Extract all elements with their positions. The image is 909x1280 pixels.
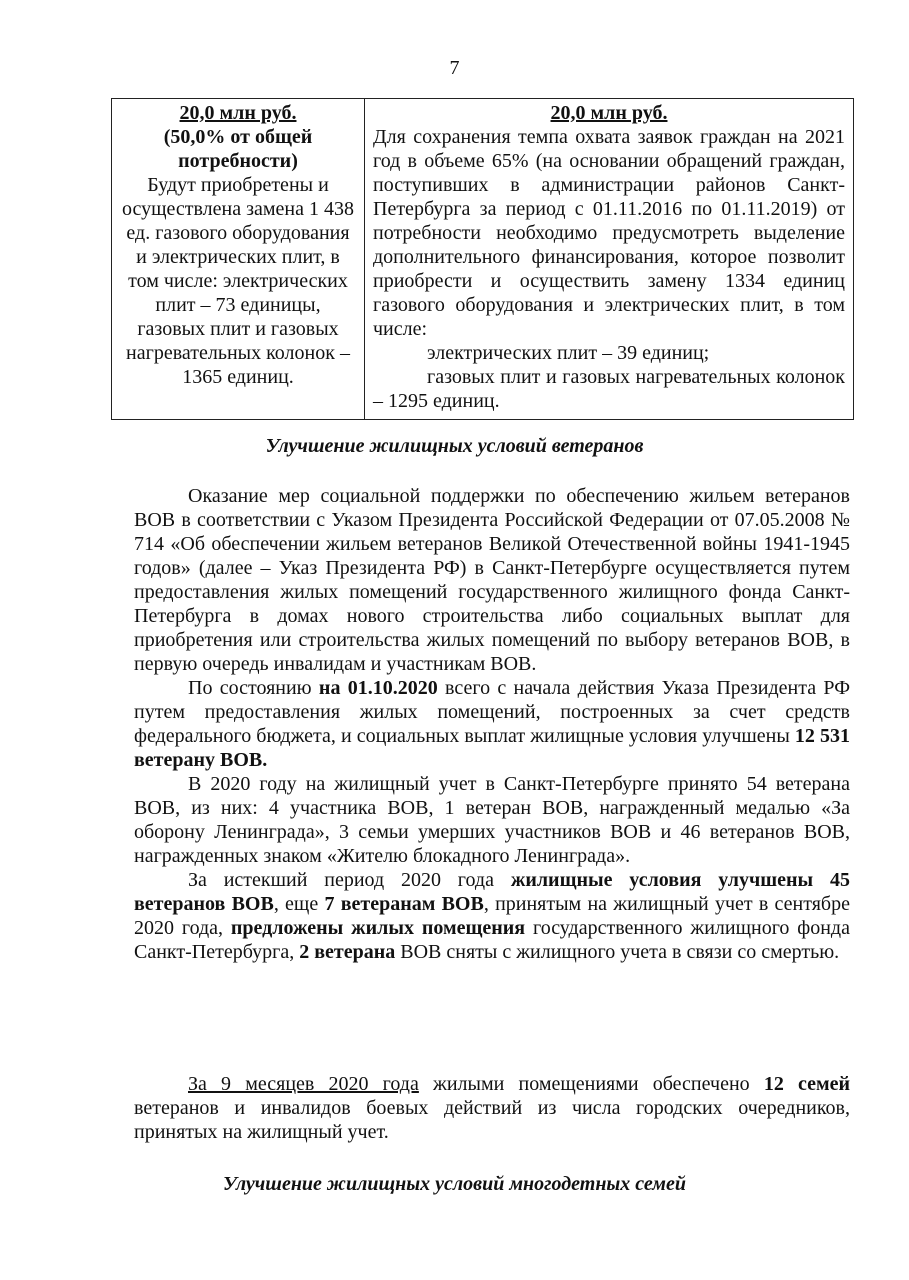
paragraph-status: По состоянию на 01.10.2020 всего с начала действия Указа Президента РФ путем предоставления жилых помещений, построенных за счет средств федерального бюджета, и социальных выплат жилищные условия улучшены 12 531 ветерану ВОВ. xyxy=(134,677,851,771)
right-amount: 20,0 млн руб. xyxy=(550,102,668,124)
paragraph-registration: В 2020 году на жилищный учет в Санкт-Петербурге принято 54 ветерана ВОВ, из них: 4 участника ВОВ, 1 ветеран ВОВ, награжденный медалью «За оборону Ленинграда», 3 семьи умерших участников ВОВ и 46 ветеранов ВОВ, награжденных знаком «Жителю блокадного Ленинграда». xyxy=(134,773,850,867)
section-title-veterans: Улучшение жилищных условий ветеранов xyxy=(265,435,644,457)
left-share: (50,0% от общей потребности) xyxy=(163,126,313,172)
paragraph-decree: Оказание мер социальной поддержки по обеспечению жильем ветеранов ВОВ в соответствии с Указом Президента Российской Федерации от 07.05.2008 № 714 «Об обеспечении жильем ветеранов Великой Отечественной войны 1941-1945 годов» (далее – Указ Президента РФ) в Санкт-Петербурге осуществляется путем предоставления жилых помещений государственного жилищного фонда Санкт-Петербурга в домах нового строительства либо социальных выплат для приобретения или строительства жилых помещений по выбору ветеранов ВОВ, в первую очередь инвалидам и участникам ВОВ. xyxy=(134,485,850,675)
section-title-large-families: Улучшение жилищных условий многодетных семей xyxy=(222,1173,687,1195)
right-text: Для сохранения темпа охвата заявок граждан на 2021 год в объеме 65% (на основании обращений граждан, поступивших в администрации районов Санкт-Петербурга за период с 01.11.2016 по 01.11.2019) от потребности необходимо предусмотреть выделение дополнительного финансирования, которое позволит приобрести и осуществить замену 1334 единиц газового оборудования и электрических плит, в том числе: xyxy=(373,126,845,340)
table-cell-left xyxy=(112,99,365,420)
left-text: Будут приобретены и осуществлена замена 1 438 ед. газового оборудования и электрических плит, в том числе: электрических плит – 73 единицы, газовых плит и газовых нагревательных колонок – 1365 единиц. xyxy=(121,174,354,388)
table-cell-right xyxy=(365,99,854,420)
paragraph-improved: За истекший период 2020 года жилищные условия улучшены 45 ветеранов ВОВ, еще 7 ветеранам ВОВ, принятым на жилищный учет в сентябре 2020 года, предложены жилых помещения государственного жилищного фонда Санкт-Петербурга, 2 ветерана ВОВ сняты с жилищного учета в связи со смертью. xyxy=(134,869,850,963)
budget-table xyxy=(111,98,854,420)
section-veterans-families xyxy=(134,1072,850,1144)
page-number: 7 xyxy=(449,57,460,79)
right-item-gas: газовых плит и газовых нагревательных колонок – 1295 единиц. xyxy=(373,366,845,412)
right-item-electric: электрических плит – 39 единиц; xyxy=(427,342,710,364)
paragraph-families: За 9 месяцев 2020 года жилыми помещениями обеспечено 12 семей ветеранов и инвалидов боевых действий из числа городских очередников, принятых на жилищный учет. xyxy=(134,1073,850,1143)
left-amount: 20,0 млн руб. xyxy=(179,102,297,124)
section-veterans-body xyxy=(134,484,850,964)
table-row xyxy=(112,99,854,420)
